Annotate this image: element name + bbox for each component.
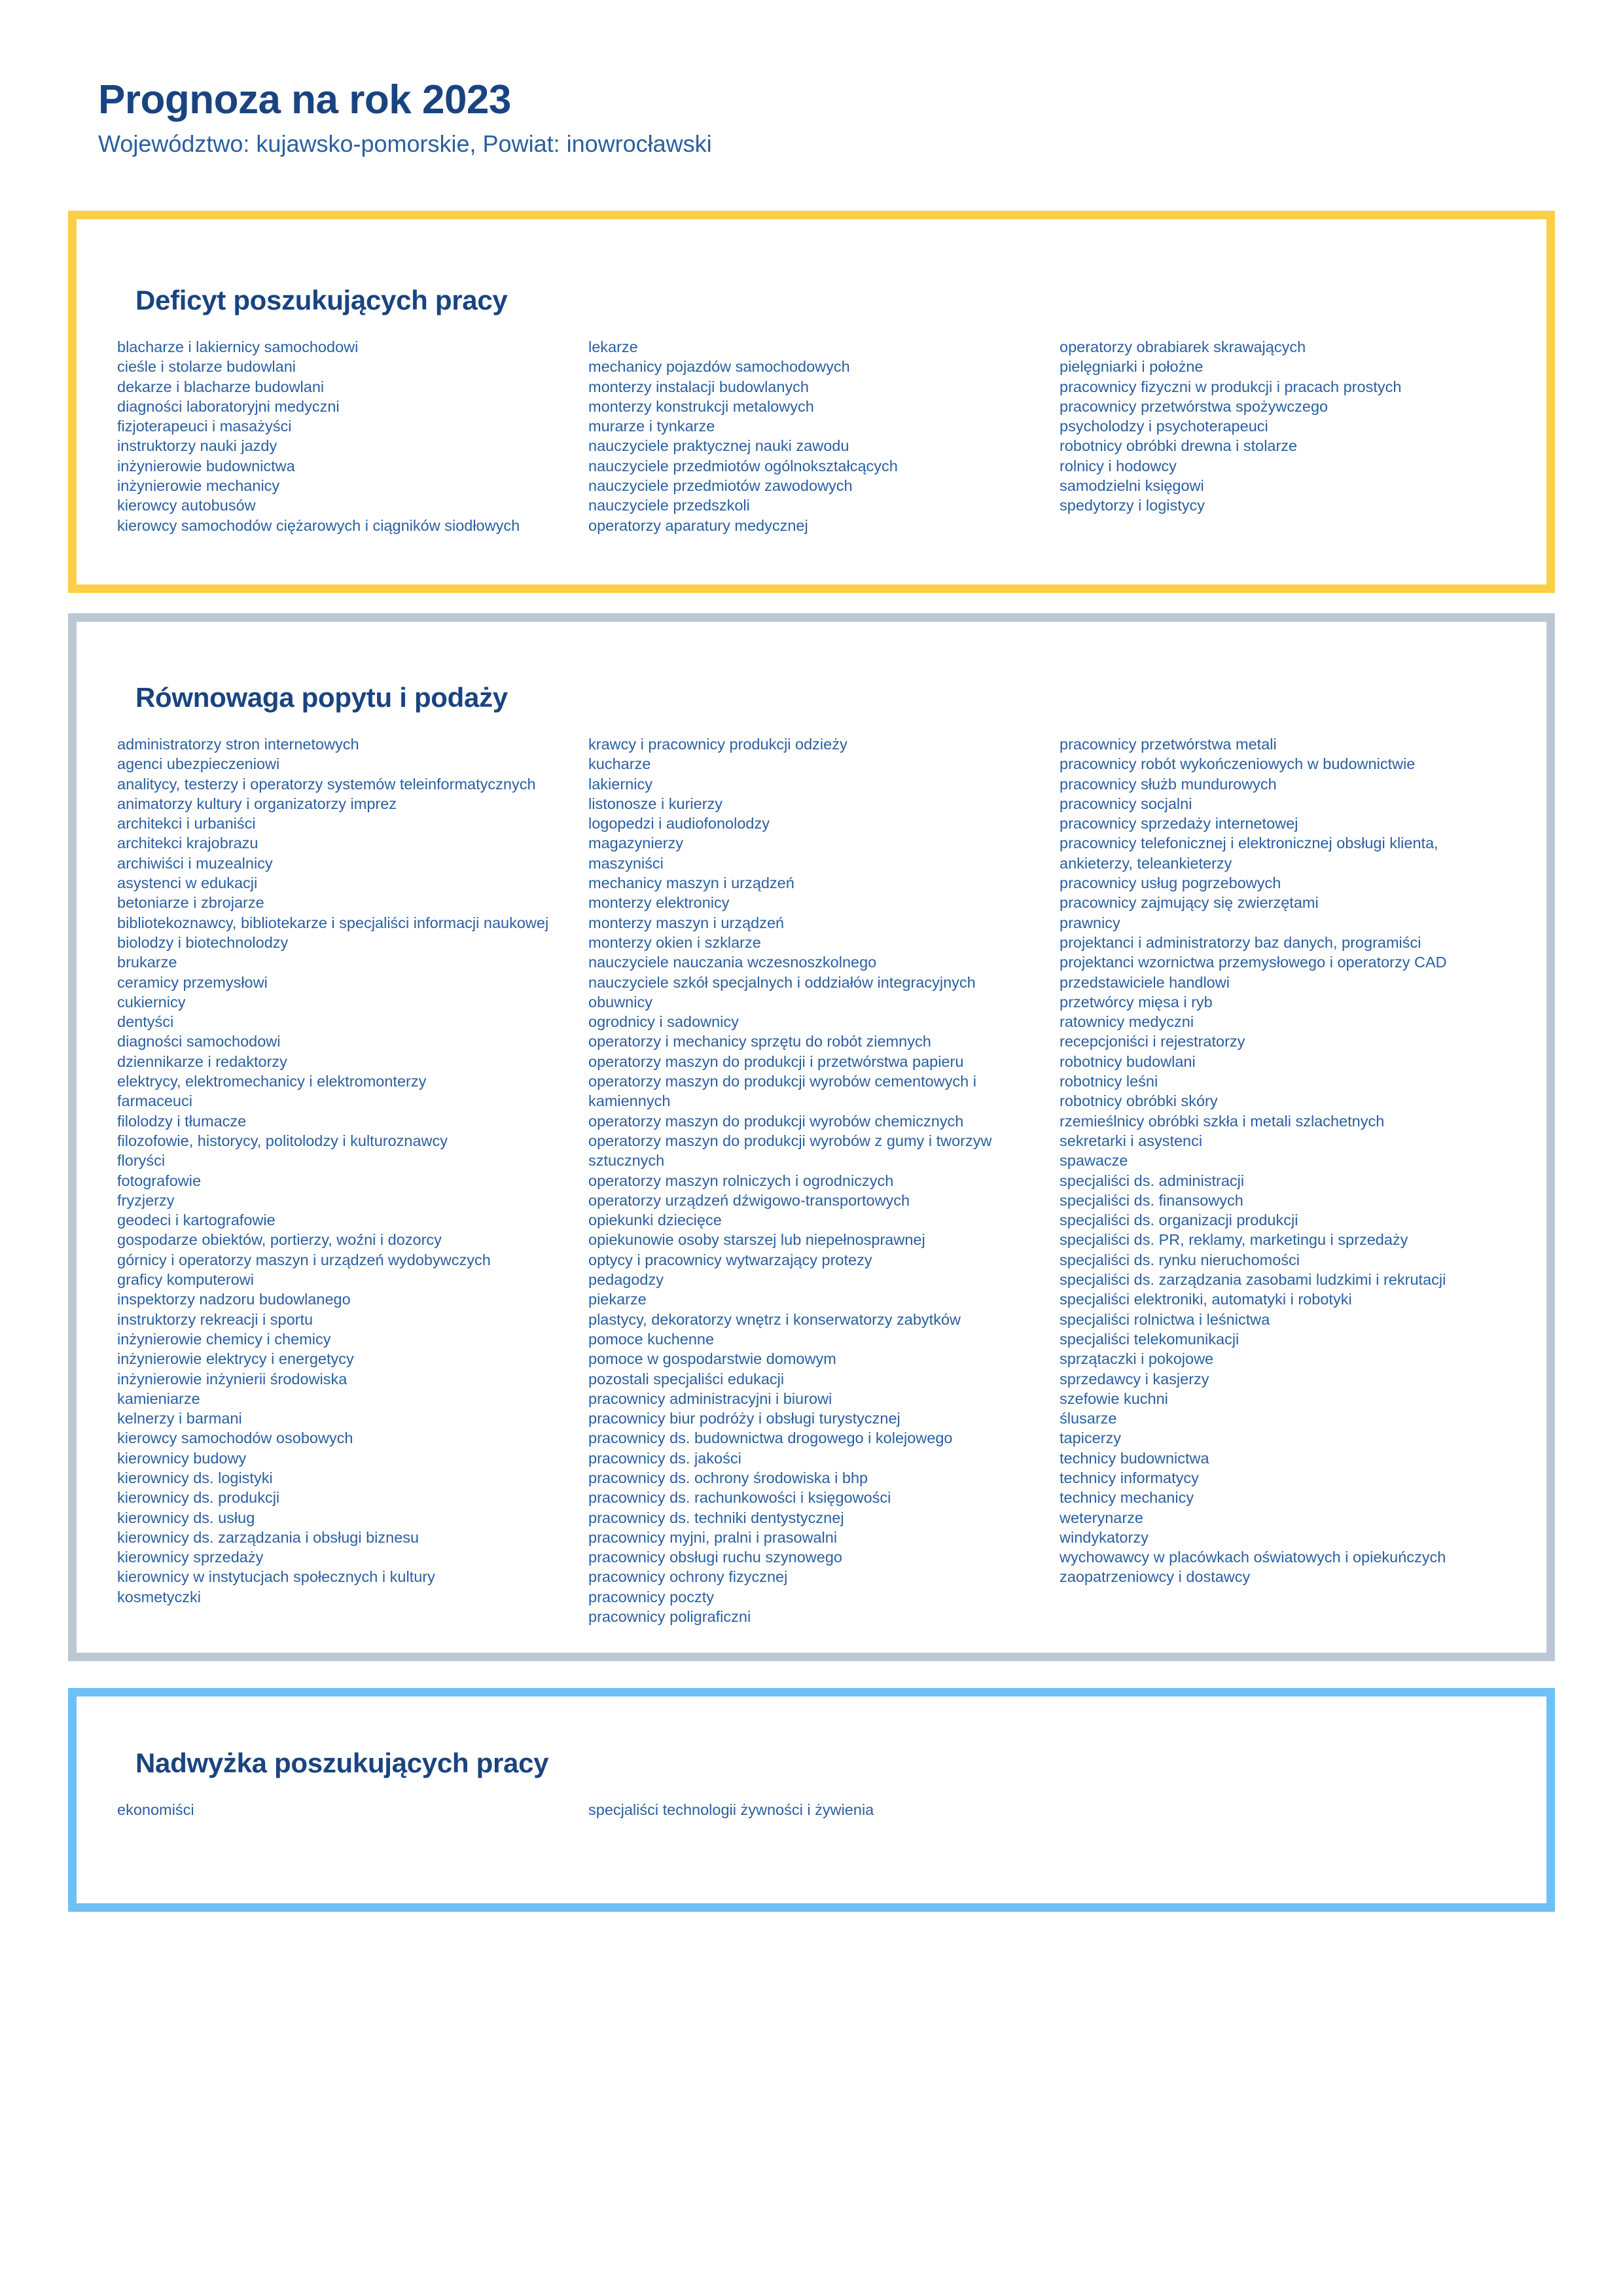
section-deficit-title: Deficyt poszukujących pracy: [135, 285, 508, 315]
occupation-item: pomoce w gospodarstwie domowym: [588, 1350, 836, 1368]
occupation-item: kierownicy ds. produkcji: [117, 1489, 280, 1507]
occupation-item: kierownicy ds. zarządzania i obsługi biznesu: [117, 1528, 419, 1546]
occupation-item: opiekunowie osoby starszej lub niepełnosprawnej: [588, 1231, 925, 1249]
occupation-item: instruktorzy rekreacji i sportu: [117, 1310, 313, 1328]
occupation-item: pielęgniarki i położne: [1060, 358, 1204, 376]
occupation-item: specjaliści ds. zarządzania zasobami ludzkimi i rekrutacji: [1060, 1271, 1446, 1289]
occupation-item: kierowcy autobusów: [117, 497, 256, 514]
occupation-item: pracownicy ochrony fizycznej: [588, 1568, 788, 1586]
occupation-item: nauczyciele przedmiotów zawodowych: [588, 477, 853, 495]
column-right: [1060, 337, 1531, 535]
occupation-item: operatorzy maszyn do produkcji wyrobów chemicznych: [588, 1112, 964, 1130]
section-deficit-columns: [117, 337, 1531, 535]
occupation-item: filozofowie, historycy, politolodzy i kulturoznawcy: [117, 1132, 448, 1149]
occupation-item: sekretarki i asystenci: [1060, 1132, 1203, 1149]
occupation-item: cukiernicy: [117, 993, 186, 1011]
occupation-item: opiekunki dziecięce: [588, 1211, 722, 1229]
occupation-item: gospodarze obiektów, portierzy, woźni i dozorcy: [117, 1231, 442, 1249]
occupation-item: robotnicy leśni: [1060, 1073, 1158, 1090]
occupation-item: specjaliści ds. finansowych: [1060, 1191, 1243, 1209]
occupation-item: weterynarze: [1060, 1509, 1143, 1526]
occupation-item: specjaliści technologii żywności i żywienia: [588, 1801, 874, 1818]
occupation-item: operatorzy obrabiarek skrawających: [1060, 338, 1306, 355]
occupation-item: specjaliści ds. rynku nieruchomości: [1060, 1251, 1300, 1268]
occupation-item: monterzy okien i szklarze: [588, 933, 761, 951]
occupation-list: [588, 734, 1043, 1626]
occupation-item: pracownicy ds. rachunkowości i księgowości: [588, 1489, 891, 1507]
occupation-item: specjaliści ds. organizacji produkcji: [1060, 1211, 1298, 1229]
occupation-item: animatorzy kultury i organizatorzy imprez: [117, 795, 397, 812]
occupation-item: kelnerzy i barmani: [117, 1410, 242, 1427]
occupation-item: ogrodnicy i sadownicy: [588, 1013, 739, 1031]
occupation-item: optycy i pracownicy wytwarzający protezy: [588, 1251, 872, 1268]
occupation-item: murarze i tynkarze: [588, 418, 715, 435]
occupation-item: bibliotekoznawcy, bibliotekarze i specjaliści informacji naukowej: [117, 914, 549, 931]
occupation-item: pracownicy sprzedaży internetowej: [1060, 815, 1298, 833]
occupation-item: lekarze: [588, 338, 638, 355]
occupation-item: filolodzy i tłumacze: [117, 1112, 247, 1130]
occupation-item: architekci krajobrazu: [117, 834, 259, 852]
section-surplus: [68, 1688, 1555, 1912]
occupation-item: pracownicy służb mundurowych: [1060, 775, 1277, 793]
occupation-item: listonosze i kurierzy: [588, 795, 723, 812]
occupation-item: kucharze: [588, 755, 651, 773]
occupation-item: pracownicy zajmujący się zwierzętami: [1060, 894, 1319, 912]
occupation-item: przetwórcy mięsa i ryb: [1060, 993, 1213, 1011]
occupation-item: inżynierowie chemicy i chemicy: [117, 1330, 331, 1348]
column-middle: [588, 1800, 1060, 1820]
occupation-item: pracownicy fizyczni w produkcji i pracach prostych: [1060, 378, 1402, 395]
occupation-item: brukarze: [117, 954, 177, 971]
occupation-item: plastycy, dekoratorzy wnętrz i konserwatorzy zabytków: [588, 1310, 961, 1328]
occupation-item: obuwnicy: [588, 993, 652, 1011]
occupation-item: specjaliści telekomunikacji: [1060, 1330, 1240, 1348]
occupation-item: robotnicy obróbki drewna i stolarze: [1060, 437, 1298, 455]
occupation-item: szefowie kuchni: [1060, 1390, 1168, 1407]
occupation-item: górnicy i operatorzy maszyn i urządzeń wydobywczych: [117, 1251, 491, 1268]
occupation-item: operatorzy maszyn do produkcji wyrobów z gumy i tworzyw sztucznych: [588, 1132, 992, 1170]
occupation-item: ratownicy medyczni: [1060, 1013, 1194, 1031]
occupation-item: pracownicy telefonicznej i elektronicznej obsługi klienta, ankieterzy, teleankieterzy: [1060, 834, 1438, 872]
occupation-item: operatorzy maszyn do produkcji wyrobów cementowych i kamiennych: [588, 1073, 976, 1110]
occupation-item: magazynierzy: [588, 834, 683, 852]
occupation-item: inspektorzy nadzoru budowlanego: [117, 1291, 351, 1308]
occupation-item: specjaliści ds. PR, reklamy, marketingu i sprzedaży: [1060, 1231, 1408, 1249]
occupation-item: ekonomiści: [117, 1801, 194, 1818]
occupation-item: lakiernicy: [588, 775, 652, 793]
occupation-item: floryści: [117, 1152, 166, 1170]
occupation-item: graficy komputerowi: [117, 1271, 254, 1289]
column-left: [117, 734, 588, 1626]
column-right: [1060, 1800, 1531, 1820]
occupation-item: inżynierowie budownictwa: [117, 457, 295, 475]
occupation-item: maszyniści: [588, 854, 664, 872]
occupation-list: [117, 337, 571, 535]
occupation-item: rolnicy i hodowcy: [1060, 457, 1177, 475]
occupation-item: tapicerzy: [1060, 1429, 1122, 1447]
occupation-item: operatorzy aparatury medycznej: [588, 516, 808, 534]
occupation-item: kierowcy samochodów ciężarowych i ciągników siodłowych: [117, 516, 520, 534]
occupation-item: monterzy maszyn i urządzeń: [588, 914, 785, 931]
occupation-item: windykatorzy: [1060, 1528, 1149, 1546]
occupation-item: mechanicy pojazdów samochodowych: [588, 358, 850, 376]
occupation-item: farmaceuci: [117, 1092, 192, 1110]
occupation-item: operatorzy i mechanicy sprzętu do robót ziemnych: [588, 1033, 931, 1050]
occupation-item: psycholodzy i psychoterapeuci: [1060, 418, 1268, 435]
column-middle: [588, 734, 1060, 1626]
occupation-item: technicy budownictwa: [1060, 1449, 1209, 1467]
occupation-item: pomoce kuchenne: [588, 1330, 715, 1348]
occupation-item: pracownicy socjalni: [1060, 795, 1192, 812]
occupation-item: kierowcy samochodów osobowych: [117, 1429, 353, 1447]
occupation-item: prawnicy: [1060, 914, 1120, 931]
occupation-item: fizjoterapeuci i masażyści: [117, 418, 292, 435]
occupation-item: monterzy elektronicy: [588, 894, 730, 912]
occupation-item: recepcjoniści i rejestratorzy: [1060, 1033, 1245, 1050]
occupation-item: rzemieślnicy obróbki szkła i metali szlachetnych: [1060, 1112, 1385, 1130]
occupation-item: pracownicy ds. techniki dentystycznej: [588, 1509, 844, 1526]
occupation-item: spawacze: [1060, 1152, 1128, 1170]
occupation-item: elektrycy, elektromechanicy i elektromonterzy: [117, 1073, 427, 1090]
occupation-item: pracownicy robót wykończeniowych w budownictwie: [1060, 755, 1416, 773]
occupation-item: geodeci i kartografowie: [117, 1211, 276, 1229]
occupation-item: nauczyciele praktycznej nauki zawodu: [588, 437, 849, 455]
occupation-item: inżynierowie mechanicy: [117, 477, 280, 495]
occupation-item: pracownicy myjni, pralni i prasowalni: [588, 1528, 838, 1546]
occupation-list: [117, 1800, 571, 1820]
occupation-item: mechanicy maszyn i urządzeń: [588, 874, 794, 892]
occupation-item: krawcy i pracownicy produkcji odzieży: [588, 736, 847, 753]
occupation-item: pracownicy usług pogrzebowych: [1060, 874, 1281, 892]
occupation-item: pracownicy ds. ochrony środowiska i bhp: [588, 1469, 868, 1486]
occupation-item: inżynierowie elektrycy i energetycy: [117, 1350, 354, 1368]
occupation-item: dekarze i blacharze budowlani: [117, 378, 325, 395]
occupation-item: fotografowie: [117, 1172, 202, 1189]
occupation-item: sprzedawcy i kasjerzy: [1060, 1370, 1209, 1388]
occupation-item: monterzy konstrukcji metalowych: [588, 397, 814, 415]
occupation-item: przedstawiciele handlowi: [1060, 973, 1230, 991]
section-deficit: [68, 211, 1555, 593]
occupation-item: betoniarze i zbrojarze: [117, 894, 264, 912]
occupation-item: dziennikarze i redaktorzy: [117, 1052, 287, 1070]
column-left: [117, 337, 588, 535]
occupation-item: operatorzy maszyn do produkcji i przetwórstwa papieru: [588, 1052, 964, 1070]
occupation-item: nauczyciele przedmiotów ogólnokształcących: [588, 457, 898, 475]
occupation-item: piekarze: [588, 1291, 647, 1308]
occupation-item: pracownicy biur podróży i obsługi turystycznej: [588, 1410, 901, 1427]
occupation-item: pracownicy administracyjni i biurowi: [588, 1390, 832, 1407]
section-balance-columns: [117, 734, 1531, 1626]
occupation-item: ślusarze: [1060, 1410, 1117, 1427]
occupation-item: diagności samochodowi: [117, 1033, 281, 1050]
occupation-item: operatorzy urządzeń dźwigowo-transportowych: [588, 1191, 910, 1209]
occupation-list: [1060, 734, 1514, 1587]
occupation-item: inżynierowie inżynierii środowiska: [117, 1370, 348, 1388]
occupation-item: specjaliści elektroniki, automatyki i robotyki: [1060, 1291, 1352, 1308]
page-title: Prognoza na rok 2023: [98, 77, 511, 122]
occupation-item: agenci ubezpieczeniowi: [117, 755, 280, 773]
occupation-item: pracownicy ds. budownictwa drogowego i kolejowego: [588, 1429, 953, 1447]
document-header: [98, 79, 1538, 157]
section-balance-title: Równowaga popytu i podaży: [135, 682, 508, 713]
occupation-item: instruktorzy nauki jazdy: [117, 437, 277, 455]
section-surplus-columns: [117, 1800, 1531, 1820]
occupation-item: specjaliści ds. administracji: [1060, 1172, 1245, 1189]
occupation-item: pracownicy obsługi ruchu szynowego: [588, 1549, 842, 1566]
occupation-list: [117, 734, 571, 1607]
occupation-item: wychowawcy w placówkach oświatowych i opiekuńczych: [1060, 1549, 1446, 1566]
section-balance: [68, 613, 1555, 1661]
occupation-item: pracownicy poligraficzni: [588, 1608, 751, 1626]
occupation-item: kosmetyczki: [117, 1588, 201, 1605]
occupation-item: samodzielni księgowi: [1060, 477, 1204, 495]
occupation-item: robotnicy obróbki skóry: [1060, 1092, 1218, 1110]
occupation-item: pracownicy przetwórstwa spożywczego: [1060, 397, 1329, 415]
occupation-item: fryzjerzy: [117, 1191, 175, 1209]
occupation-list: [588, 337, 1043, 535]
occupation-list: [588, 1800, 1043, 1820]
occupation-item: analitycy, testerzy i operatorzy systemów teleinformatycznych: [117, 775, 536, 793]
column-left: [117, 1800, 588, 1820]
column-middle: [588, 337, 1060, 535]
occupation-item: operatorzy maszyn rolniczych i ogrodniczych: [588, 1172, 894, 1189]
occupation-item: cieśle i stolarze budowlani: [117, 358, 296, 376]
occupation-item: projektanci i administratorzy baz danych, programiści: [1060, 933, 1421, 951]
occupation-item: pracownicy poczty: [588, 1588, 714, 1605]
occupation-item: kierownicy w instytucjach społecznych i kultury: [117, 1568, 435, 1586]
occupation-item: nauczyciele przedszkoli: [588, 497, 750, 514]
occupation-item: technicy mechanicy: [1060, 1489, 1194, 1507]
occupation-item: pozostali specjaliści edukacji: [588, 1370, 785, 1388]
occupation-item: kierownicy ds. logistyki: [117, 1469, 273, 1486]
column-right: [1060, 734, 1531, 1626]
occupation-item: pracownicy przetwórstwa metali: [1060, 736, 1277, 753]
occupation-item: asystenci w edukacji: [117, 874, 258, 892]
occupation-item: nauczyciele szkół specjalnych i oddziałów integracyjnych: [588, 973, 976, 991]
occupation-item: specjaliści rolnictwa i leśnictwa: [1060, 1310, 1270, 1328]
occupation-item: monterzy instalacji budowlanych: [588, 378, 809, 395]
occupation-item: pracownicy ds. jakości: [588, 1449, 741, 1467]
occupation-item: blacharze i lakiernicy samochodowi: [117, 338, 359, 355]
section-surplus-title: Nadwyżka poszukujących pracy: [135, 1748, 549, 1778]
occupation-item: sprzątaczki i pokojowe: [1060, 1350, 1214, 1368]
occupation-item: logopedzi i audiofonolodzy: [588, 815, 770, 833]
occupation-item: kierownicy ds. usług: [117, 1509, 255, 1526]
occupation-item: pedagodzy: [588, 1271, 664, 1289]
occupation-item: projektanci wzornictwa przemysłowego i operatorzy CAD: [1060, 954, 1447, 971]
occupation-item: archiwiści i muzealnicy: [117, 854, 273, 872]
occupation-item: ceramicy przemysłowi: [117, 973, 268, 991]
occupation-item: diagności laboratoryjni medyczni: [117, 397, 340, 415]
occupation-item: architekci i urbaniści: [117, 815, 256, 833]
page-subtitle: Województwo: kujawsko-pomorskie, Powiat: inowrocławski: [98, 130, 712, 158]
occupation-item: kierownicy sprzedaży: [117, 1549, 264, 1566]
occupation-item: technicy informatycy: [1060, 1469, 1199, 1486]
occupation-item: dentyści: [117, 1013, 174, 1031]
occupation-item: spedytorzy i logistycy: [1060, 497, 1205, 514]
occupation-item: biolodzy i biotechnolodzy: [117, 933, 289, 951]
occupation-item: nauczyciele nauczania wczesnoszkolnego: [588, 954, 877, 971]
occupation-item: administratorzy stron internetowych: [117, 736, 359, 753]
occupation-item: robotnicy budowlani: [1060, 1052, 1196, 1070]
occupation-list: [1060, 337, 1514, 516]
occupation-item: zaopatrzeniowcy i dostawcy: [1060, 1568, 1251, 1586]
occupation-item: kamieniarze: [117, 1390, 200, 1407]
occupation-item: kierownicy budowy: [117, 1449, 247, 1467]
